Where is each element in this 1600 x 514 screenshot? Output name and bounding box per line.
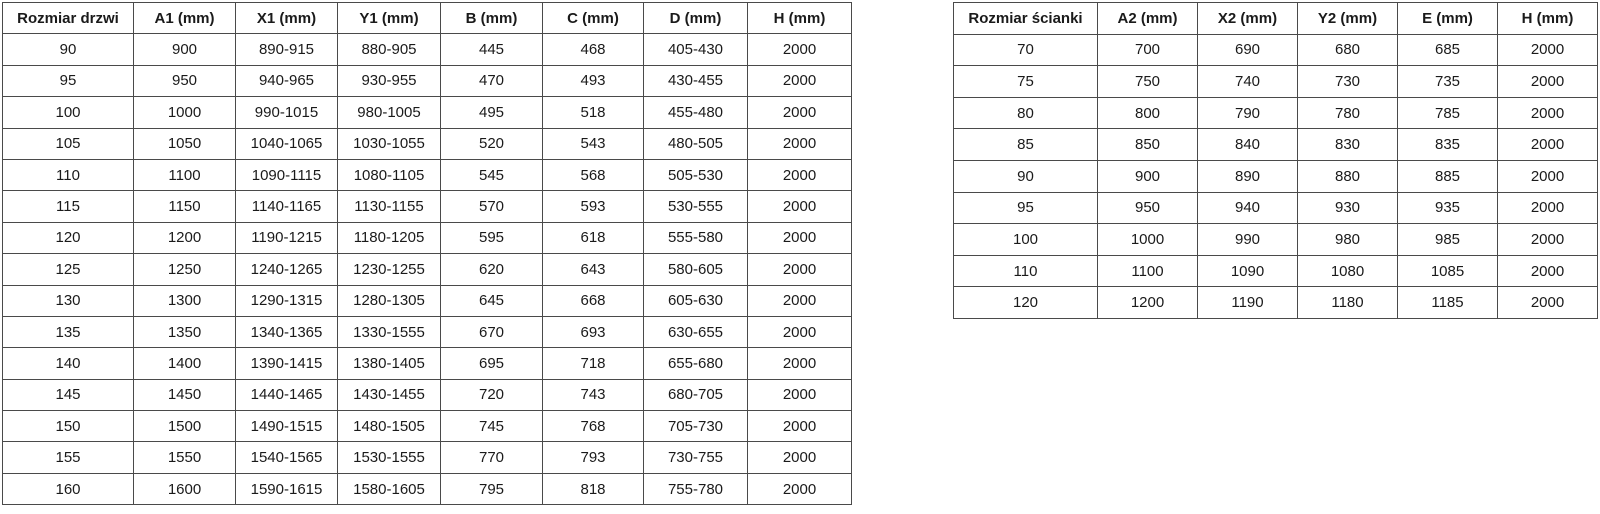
table-cell: 950 xyxy=(134,65,236,96)
table-row xyxy=(3,348,852,379)
table-cell: 795 xyxy=(441,473,543,504)
table-cell: 1130-1155 xyxy=(338,191,441,222)
table-cell: 2000 xyxy=(1498,255,1598,287)
table-cell: 505-530 xyxy=(644,159,748,190)
table-cell: 1480-1505 xyxy=(338,411,441,442)
table-cell: 160 xyxy=(3,473,134,504)
table-cell: 690 xyxy=(1198,34,1298,66)
table-cell: 680-705 xyxy=(644,379,748,410)
table-cell: 445 xyxy=(441,34,543,65)
table-cell: 1100 xyxy=(1098,255,1198,287)
table-cell: 643 xyxy=(543,254,644,285)
table-row xyxy=(3,65,852,96)
table-cell: 700 xyxy=(1098,34,1198,66)
table-cell: 2000 xyxy=(748,254,852,285)
table-cell: 1350 xyxy=(134,316,236,347)
table-cell: 80 xyxy=(954,97,1098,129)
table-row xyxy=(3,411,852,442)
table-cell: 1550 xyxy=(134,442,236,473)
table-cell: 718 xyxy=(543,348,644,379)
table-cell: 545 xyxy=(441,159,543,190)
table-row xyxy=(954,34,1598,66)
table-cell: 1390-1415 xyxy=(236,348,338,379)
table-cell: 140 xyxy=(3,348,134,379)
table-cell: 1080-1105 xyxy=(338,159,441,190)
table-row xyxy=(3,34,852,65)
table-cell: 125 xyxy=(3,254,134,285)
table-cell: 1590-1615 xyxy=(236,473,338,504)
table-cell: 2000 xyxy=(748,222,852,253)
table-row xyxy=(3,473,852,504)
table-cell: 1200 xyxy=(134,222,236,253)
table-cell: 670 xyxy=(441,316,543,347)
table-cell: 593 xyxy=(543,191,644,222)
table-cell: 2000 xyxy=(748,411,852,442)
table-cell: 685 xyxy=(1398,34,1498,66)
table-row xyxy=(3,128,852,159)
table-cell: 100 xyxy=(954,224,1098,256)
table-cell: 980-1005 xyxy=(338,97,441,128)
column-header: Rozmiar drzwi xyxy=(3,3,134,34)
table-cell: 2000 xyxy=(1498,192,1598,224)
table-cell: 693 xyxy=(543,316,644,347)
table-cell: 1500 xyxy=(134,411,236,442)
table-cell: 480-505 xyxy=(644,128,748,159)
table-cell: 2000 xyxy=(1498,160,1598,192)
table-cell: 990 xyxy=(1198,224,1298,256)
table-cell: 130 xyxy=(3,285,134,316)
table-cell: 2000 xyxy=(748,65,852,96)
table-row xyxy=(954,224,1598,256)
table-cell: 890 xyxy=(1198,160,1298,192)
table-cell: 468 xyxy=(543,34,644,65)
table-cell: 145 xyxy=(3,379,134,410)
table-cell: 1380-1405 xyxy=(338,348,441,379)
table-cell: 70 xyxy=(954,34,1098,66)
table-cell: 520 xyxy=(441,128,543,159)
table-cell: 1230-1255 xyxy=(338,254,441,285)
table-row xyxy=(3,222,852,253)
table-cell: 990-1015 xyxy=(236,97,338,128)
table-cell: 568 xyxy=(543,159,644,190)
table-row xyxy=(3,191,852,222)
table-cell: 950 xyxy=(1098,192,1198,224)
table-cell: 1300 xyxy=(134,285,236,316)
table-cell: 2000 xyxy=(748,128,852,159)
table-cell: 1090 xyxy=(1198,255,1298,287)
table-cell: 1530-1555 xyxy=(338,442,441,473)
table-cell: 2000 xyxy=(748,191,852,222)
table-cell: 95 xyxy=(3,65,134,96)
table-cell: 735 xyxy=(1398,66,1498,98)
table-cell: 1185 xyxy=(1398,287,1498,319)
table-cell: 2000 xyxy=(748,442,852,473)
table-cell: 2000 xyxy=(1498,97,1598,129)
table-cell: 818 xyxy=(543,473,644,504)
table-cell: 150 xyxy=(3,411,134,442)
table-cell: 1200 xyxy=(1098,287,1198,319)
table-cell: 1030-1055 xyxy=(338,128,441,159)
table-cell: 75 xyxy=(954,66,1098,98)
table-cell: 1490-1515 xyxy=(236,411,338,442)
table-cell: 730-755 xyxy=(644,442,748,473)
table-cell: 2000 xyxy=(748,159,852,190)
table-row xyxy=(3,159,852,190)
table-row xyxy=(3,379,852,410)
table-cell: 155 xyxy=(3,442,134,473)
table-cell: 2000 xyxy=(748,97,852,128)
column-header: E (mm) xyxy=(1398,3,1498,35)
table-cell: 2000 xyxy=(748,379,852,410)
table-cell: 880 xyxy=(1298,160,1398,192)
table-cell: 405-430 xyxy=(644,34,748,65)
table-cell: 2000 xyxy=(1498,34,1598,66)
table-cell: 1600 xyxy=(134,473,236,504)
table-cell: 668 xyxy=(543,285,644,316)
table-cell: 790 xyxy=(1198,97,1298,129)
column-header: X2 (mm) xyxy=(1198,3,1298,35)
table-cell: 1340-1365 xyxy=(236,316,338,347)
table-cell: 770 xyxy=(441,442,543,473)
table-cell: 835 xyxy=(1398,129,1498,161)
table-cell: 115 xyxy=(3,191,134,222)
table-cell: 830 xyxy=(1298,129,1398,161)
table-cell: 2000 xyxy=(748,34,852,65)
table-cell: 940 xyxy=(1198,192,1298,224)
table-cell: 2000 xyxy=(1498,287,1598,319)
table-cell: 1080 xyxy=(1298,255,1398,287)
table-cell: 785 xyxy=(1398,97,1498,129)
table-cell: 985 xyxy=(1398,224,1498,256)
table-cell: 755-780 xyxy=(644,473,748,504)
table-cell: 595 xyxy=(441,222,543,253)
table-cell: 930-955 xyxy=(338,65,441,96)
wall-size-table xyxy=(953,2,1598,319)
table-cell: 495 xyxy=(441,97,543,128)
table-row xyxy=(3,442,852,473)
table-cell: 1085 xyxy=(1398,255,1498,287)
table-cell: 1180-1205 xyxy=(338,222,441,253)
table-cell: 90 xyxy=(954,160,1098,192)
table-cell: 1400 xyxy=(134,348,236,379)
column-header: H (mm) xyxy=(748,3,852,34)
table-cell: 1280-1305 xyxy=(338,285,441,316)
table-cell: 890-915 xyxy=(236,34,338,65)
table-cell: 780 xyxy=(1298,97,1398,129)
table-cell: 730 xyxy=(1298,66,1398,98)
table-cell: 455-480 xyxy=(644,97,748,128)
column-header: D (mm) xyxy=(644,3,748,34)
table-cell: 605-630 xyxy=(644,285,748,316)
table-row xyxy=(954,66,1598,98)
table-cell: 120 xyxy=(3,222,134,253)
table-cell: 1000 xyxy=(1098,224,1198,256)
table-cell: 530-555 xyxy=(644,191,748,222)
table-cell: 100 xyxy=(3,97,134,128)
column-header: Y1 (mm) xyxy=(338,3,441,34)
table-row xyxy=(3,316,852,347)
table-cell: 655-680 xyxy=(644,348,748,379)
table-cell: 470 xyxy=(441,65,543,96)
column-header: H (mm) xyxy=(1498,3,1598,35)
table-row xyxy=(954,287,1598,319)
column-header: Y2 (mm) xyxy=(1298,3,1398,35)
column-header: X1 (mm) xyxy=(236,3,338,34)
table-cell: 1000 xyxy=(134,97,236,128)
table-cell: 618 xyxy=(543,222,644,253)
table-cell: 1040-1065 xyxy=(236,128,338,159)
table-cell: 850 xyxy=(1098,129,1198,161)
column-header: B (mm) xyxy=(441,3,543,34)
table-row xyxy=(954,192,1598,224)
table-cell: 1250 xyxy=(134,254,236,285)
table-cell: 555-580 xyxy=(644,222,748,253)
table-cell: 580-605 xyxy=(644,254,748,285)
column-header: A2 (mm) xyxy=(1098,3,1198,35)
table-row xyxy=(3,254,852,285)
table-cell: 85 xyxy=(954,129,1098,161)
table-cell: 135 xyxy=(3,316,134,347)
table-cell: 745 xyxy=(441,411,543,442)
table-cell: 90 xyxy=(3,34,134,65)
table-row xyxy=(954,255,1598,287)
table-cell: 1330-1555 xyxy=(338,316,441,347)
table-cell: 95 xyxy=(954,192,1098,224)
table-cell: 1100 xyxy=(134,159,236,190)
door-size-table xyxy=(2,2,852,505)
table-cell: 750 xyxy=(1098,66,1198,98)
table-cell: 2000 xyxy=(1498,224,1598,256)
table-cell: 930 xyxy=(1298,192,1398,224)
column-header: A1 (mm) xyxy=(134,3,236,34)
table-cell: 680 xyxy=(1298,34,1398,66)
table-cell: 720 xyxy=(441,379,543,410)
table-cell: 900 xyxy=(134,34,236,65)
table-cell: 1050 xyxy=(134,128,236,159)
table-cell: 630-655 xyxy=(644,316,748,347)
table-cell: 430-455 xyxy=(644,65,748,96)
column-header: C (mm) xyxy=(543,3,644,34)
table-cell: 493 xyxy=(543,65,644,96)
table-cell: 980 xyxy=(1298,224,1398,256)
table-cell: 1190-1215 xyxy=(236,222,338,253)
table-row xyxy=(954,160,1598,192)
table-cell: 1540-1565 xyxy=(236,442,338,473)
table-cell: 880-905 xyxy=(338,34,441,65)
table-cell: 110 xyxy=(3,159,134,190)
table-cell: 2000 xyxy=(748,285,852,316)
table-cell: 840 xyxy=(1198,129,1298,161)
table-cell: 645 xyxy=(441,285,543,316)
table-cell: 793 xyxy=(543,442,644,473)
table-row xyxy=(954,129,1598,161)
table-cell: 518 xyxy=(543,97,644,128)
table-cell: 1290-1315 xyxy=(236,285,338,316)
table-cell: 1190 xyxy=(1198,287,1298,319)
table-cell: 105 xyxy=(3,128,134,159)
table-cell: 1440-1465 xyxy=(236,379,338,410)
table-cell: 2000 xyxy=(748,473,852,504)
table-cell: 110 xyxy=(954,255,1098,287)
table-cell: 705-730 xyxy=(644,411,748,442)
table-cell: 120 xyxy=(954,287,1098,319)
table-cell: 1450 xyxy=(134,379,236,410)
table-row xyxy=(3,97,852,128)
table-cell: 935 xyxy=(1398,192,1498,224)
table-cell: 695 xyxy=(441,348,543,379)
table-cell: 768 xyxy=(543,411,644,442)
table-cell: 543 xyxy=(543,128,644,159)
table-cell: 1240-1265 xyxy=(236,254,338,285)
table-cell: 620 xyxy=(441,254,543,285)
table-cell: 2000 xyxy=(748,348,852,379)
table-cell: 900 xyxy=(1098,160,1198,192)
table-row xyxy=(3,285,852,316)
table-cell: 2000 xyxy=(1498,66,1598,98)
table-cell: 1150 xyxy=(134,191,236,222)
header-row xyxy=(3,3,852,34)
table-cell: 885 xyxy=(1398,160,1498,192)
column-header: Rozmiar ścianki xyxy=(954,3,1098,35)
table-cell: 740 xyxy=(1198,66,1298,98)
table-cell: 570 xyxy=(441,191,543,222)
table-cell: 1580-1605 xyxy=(338,473,441,504)
table-cell: 1140-1165 xyxy=(236,191,338,222)
table-cell: 1180 xyxy=(1298,287,1398,319)
table-cell: 940-965 xyxy=(236,65,338,96)
table-cell: 2000 xyxy=(1498,129,1598,161)
table-cell: 743 xyxy=(543,379,644,410)
table-cell: 1090-1115 xyxy=(236,159,338,190)
table-cell: 2000 xyxy=(748,316,852,347)
table-cell: 1430-1455 xyxy=(338,379,441,410)
table-cell: 800 xyxy=(1098,97,1198,129)
header-row xyxy=(954,3,1598,35)
table-row xyxy=(954,97,1598,129)
